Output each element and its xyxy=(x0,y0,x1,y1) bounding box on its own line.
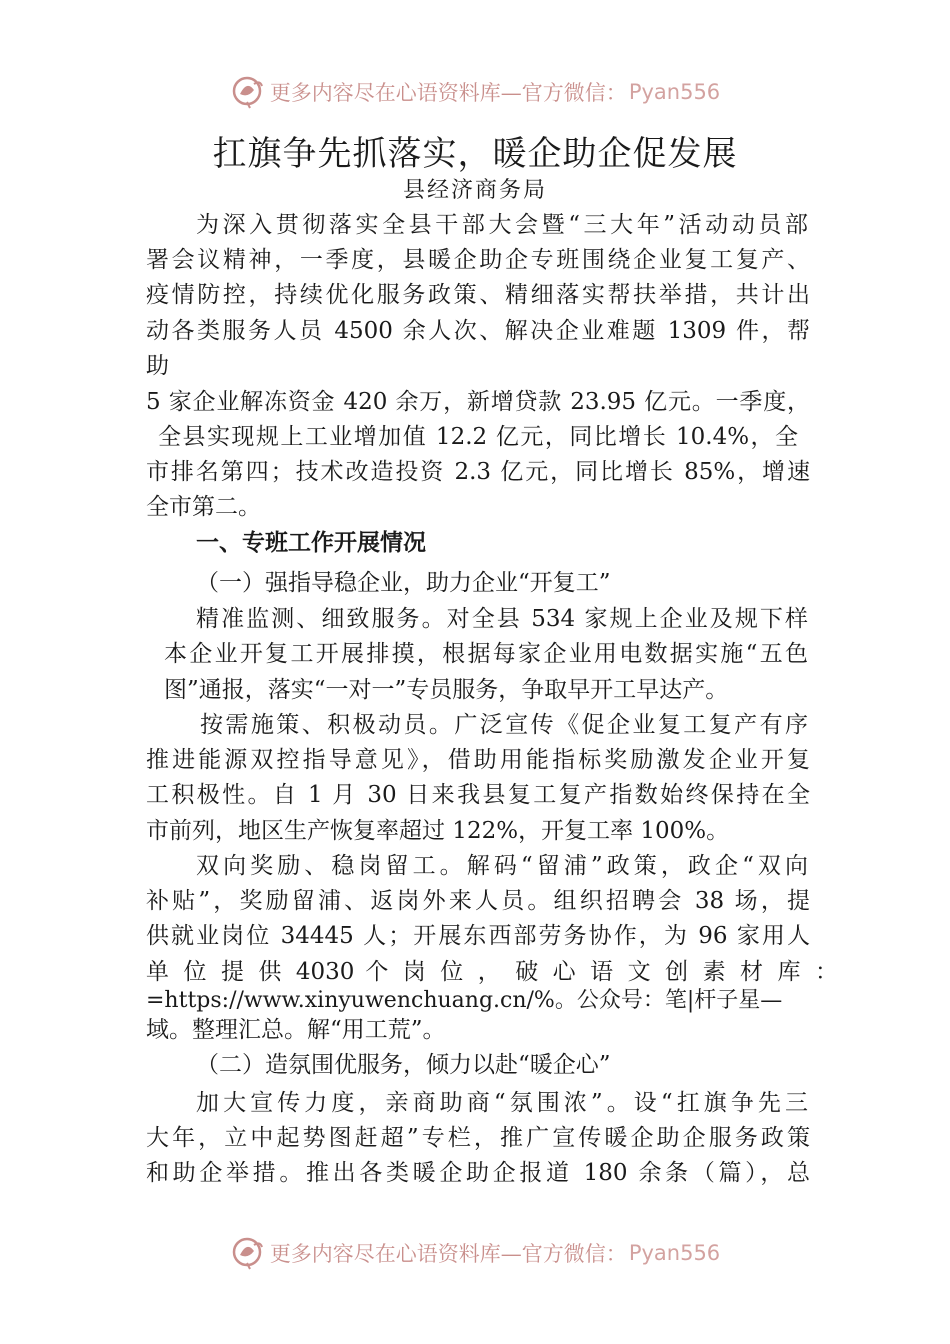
text-line: 大年，立中起势图赶超”专栏，推广宣传暖企助企服务政策 xyxy=(146,1125,810,1151)
text-line: 署会议精神，一季度，县暖企助企专班围绕企业复工复产、 xyxy=(146,247,810,273)
rose-logo-icon xyxy=(230,74,266,110)
text-line: 补贴”，奖励留浦、返岗外来人员。组织招聘会 38 场，提 xyxy=(146,888,810,914)
text-line: 工积极性。自 1 月 30 日来我县复工复产指数始终保持在全 xyxy=(146,782,810,808)
document-title: 扛旗争先抓落实，暖企助企促发展 xyxy=(212,134,738,174)
text-line: 5 家企业解冻资金 420 余万，新增贷款 23.95 亿元。一季度， xyxy=(146,389,810,415)
text-line: 为深入贯彻落实全县干部大会暨“三大年”活动动员部 xyxy=(196,212,808,238)
text-line: 加大宣传力度，亲商助商“氛围浓”。设“扛旗争先三 xyxy=(196,1090,808,1116)
text-line: 精准监测、细致服务。对全县 534 家规上企业及规下样 xyxy=(196,606,808,632)
text-line: 按需施策、积极动员。广泛宣传《促企业复工复产有序 xyxy=(200,712,808,738)
text-line: 本企业开复工开展排摸，根据每家企业用电数据实施“五色 xyxy=(164,641,808,667)
watermark-id: Pyan556 xyxy=(628,80,721,104)
text-line: 双向奖励、稳岗留工。解码“留浦”政策，政企“双向 xyxy=(196,853,808,879)
text-line: 单 位 提 供 4030 个 岗 位 ， 破 心 语 文 创 素 材 库 ： xyxy=(146,959,838,985)
watermark-top xyxy=(0,70,950,114)
section-heading: 一、专班工作开展情况 xyxy=(196,530,426,556)
text-line: 推进能源双控指导意见》，借助用能指标奖励激发企业开复 xyxy=(146,747,810,773)
text-line: 疫情防控，持续优化服务政策、精细落实帮扶举措，共计出 xyxy=(146,282,810,308)
text-line: 图”通报，落实“一对一”专员服务，争取早开工早达产。 xyxy=(164,677,729,703)
document-author: 县经济商务局 xyxy=(402,178,547,203)
text-line: 动各类服务人员 4500 余人次、解决企业难题 1309 件，帮 xyxy=(146,318,810,344)
text-line: =https://www.xinyuwenchuang.cn/%。公众号：笔|杆子星— xyxy=(146,988,783,1013)
watermark-id: Pyan556 xyxy=(628,1241,721,1265)
subsection-heading: （一）强指导稳企业，助力企业“开复工” xyxy=(196,570,611,596)
text-line: 供就业岗位 34445 人；开展东西部劳务协作，为 96 家用人 xyxy=(146,923,810,949)
rose-logo-icon xyxy=(230,1235,266,1271)
text-line: 市排名第四；技术改造投资 2.3 亿元，同比增长 85%，增速 xyxy=(146,459,810,485)
watermark-bottom xyxy=(0,1231,950,1275)
text-line: 全县实现规上工业增加值 12.2 亿元，同比增长 10.4%，全 xyxy=(158,424,798,450)
text-line: 助 xyxy=(146,353,169,379)
text-line: 市前列，地区生产恢复率超过 122%，开复工率 100%。 xyxy=(146,818,730,844)
text-line: 域。整理汇总。解“用工荒”。 xyxy=(146,1017,446,1043)
text-line: 和助企举措。推出各类暖企助企报道 180 余条（篇），总 xyxy=(146,1160,810,1186)
watermark-text: 更多内容尽在心语资料库—官方微信： xyxy=(269,81,627,105)
subsection-heading: （二）造氛围优服务，倾力以赴“暖企心” xyxy=(196,1052,611,1078)
watermark-text: 更多内容尽在心语资料库—官方微信： xyxy=(269,1242,627,1266)
text-line: 全市第二。 xyxy=(146,494,261,520)
